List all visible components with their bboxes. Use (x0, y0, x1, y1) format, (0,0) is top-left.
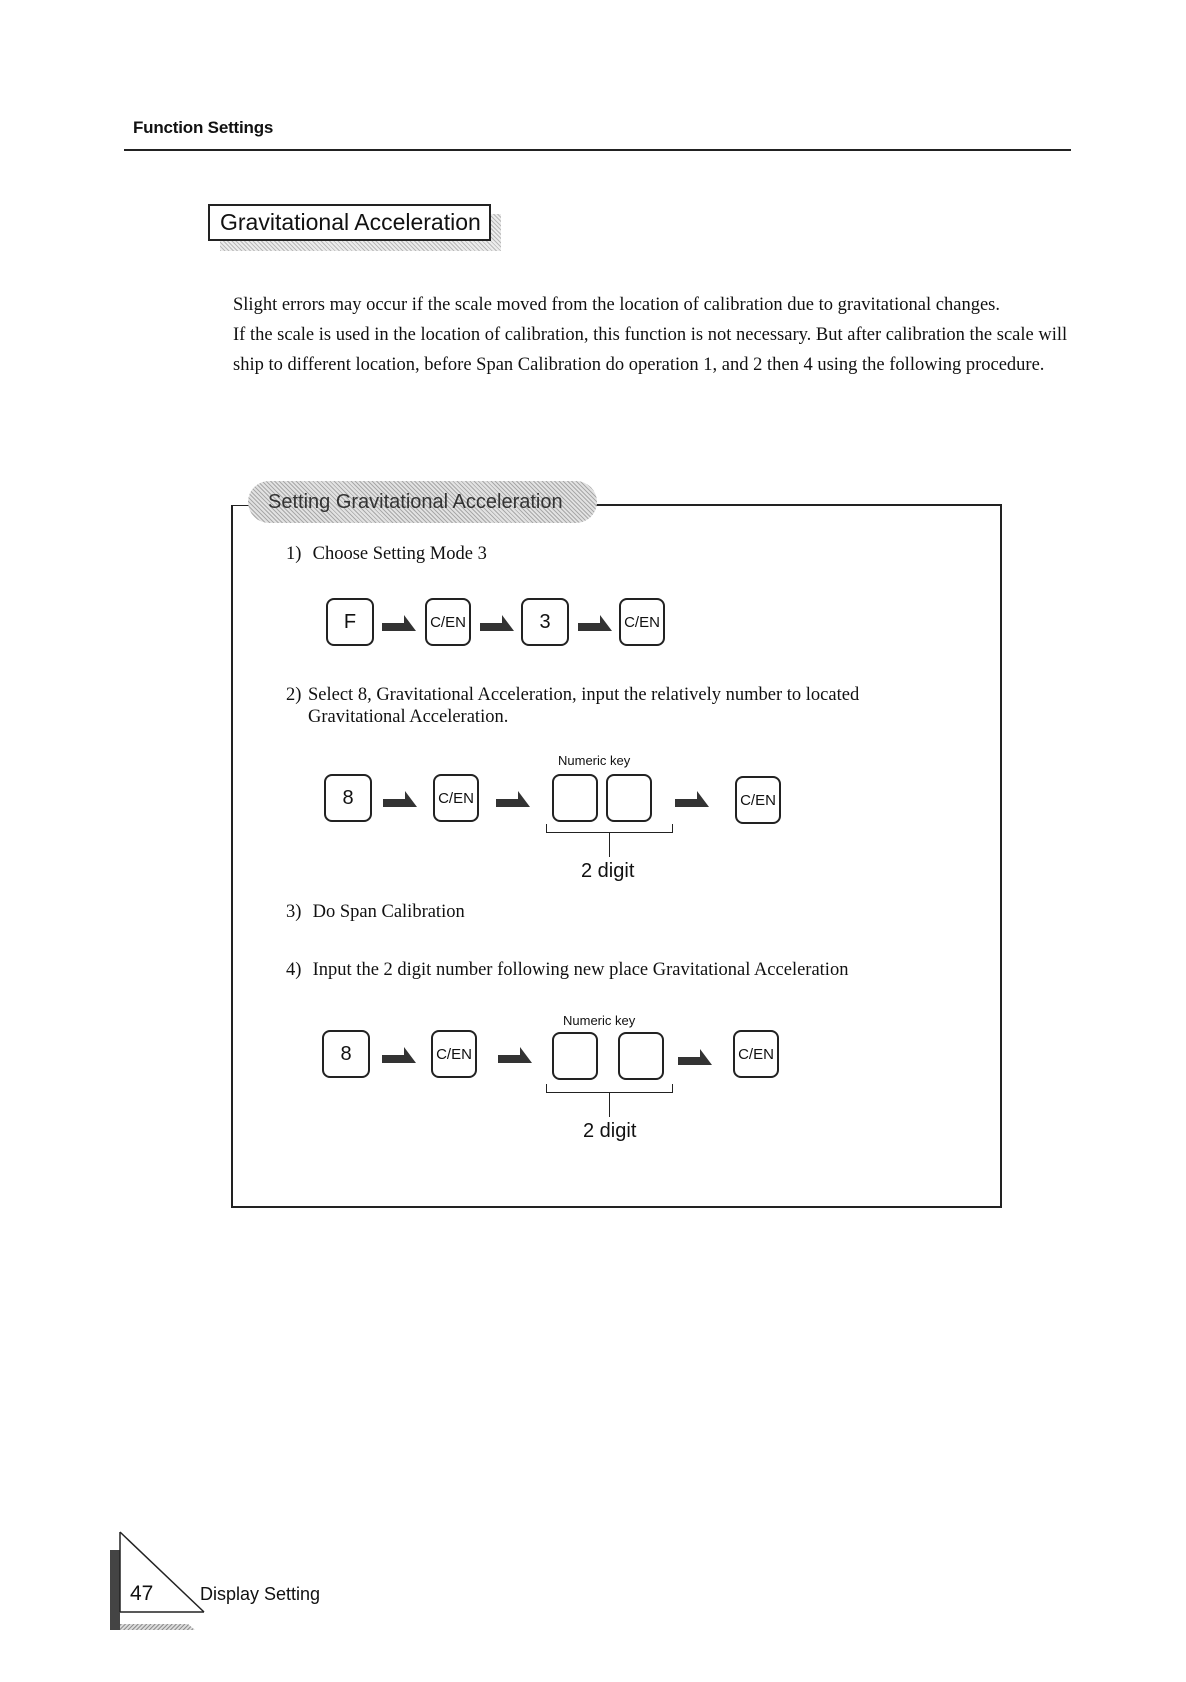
section-heading (208, 204, 491, 241)
step-4 (286, 960, 848, 981)
arrow-right-icon (498, 1044, 532, 1064)
header-divider (124, 149, 1071, 151)
numeric-key-blank (552, 1032, 598, 1080)
step-3-text: Do Span Calibration (312, 902, 465, 922)
numeric-key-label: Numeric key (563, 1013, 636, 1028)
step-2 (286, 684, 859, 728)
step-4-text: Input the 2 digit number following new place Gravitational Acceleration (312, 960, 849, 980)
arrow-right-icon (382, 1044, 416, 1064)
procedure-tab (248, 481, 597, 523)
numeric-key-blank (552, 774, 598, 822)
key-3: 3 (521, 598, 569, 646)
digit-bracket-stem (609, 833, 610, 857)
page-corner-decoration (110, 1520, 220, 1630)
step-1-text: Choose Setting Mode 3 (312, 544, 487, 564)
intro-text (233, 290, 1073, 380)
step-2-number: 2) (286, 685, 302, 705)
key-f: F (326, 598, 374, 646)
step-2-text-cont: Gravitational Acceleration. (308, 707, 509, 727)
arrow-right-icon (480, 612, 514, 632)
key-c-en: C/EN (619, 598, 665, 646)
arrow-right-icon (675, 788, 709, 808)
step-3 (286, 902, 465, 923)
key-c-en: C/EN (733, 1030, 779, 1078)
arrow-right-icon (383, 788, 417, 808)
digit-label: 2 digit (581, 860, 635, 882)
page-number: 47 (130, 1582, 154, 1605)
procedure-tab-label: Setting Gravitational Acceleration (268, 490, 563, 513)
numeric-key-blank (606, 774, 652, 822)
running-header: Function Settings (133, 118, 274, 137)
key-c-en: C/EN (433, 774, 479, 822)
digit-bracket (546, 824, 673, 833)
key-8: 8 (324, 774, 372, 822)
step-3-number: 3) (286, 902, 302, 922)
key-c-en: C/EN (431, 1030, 477, 1078)
intro-paragraph-2: If the scale is used in the location of calibration, this function is not necessary. But after calibration the scale will ship to different location, before Span Calibration do operation 1, and 2 then 4 using the following procedure. (233, 325, 1068, 375)
arrow-right-icon (496, 788, 530, 808)
section-title: Gravitational Acceleration (208, 204, 491, 241)
digit-label: 2 digit (583, 1120, 637, 1142)
digit-bracket (546, 1084, 673, 1093)
step-1 (286, 544, 487, 565)
key-8: 8 (322, 1030, 370, 1078)
arrow-right-icon (578, 612, 612, 632)
numeric-key-blank (618, 1032, 664, 1080)
step-2-text: Select 8, Gravitational Acceleration, input the relatively number to located (308, 685, 860, 705)
step-4-number: 4) (286, 960, 302, 980)
digit-bracket-stem (609, 1093, 610, 1117)
key-c-en: C/EN (735, 776, 781, 824)
numeric-key-label: Numeric key (558, 753, 631, 768)
arrow-right-icon (382, 612, 416, 632)
footer-title: Display Setting (200, 1584, 321, 1604)
arrow-right-icon (678, 1046, 712, 1066)
step-1-number: 1) (286, 544, 302, 564)
key-c-en: C/EN (425, 598, 471, 646)
intro-paragraph-1: Slight errors may occur if the scale moved from the location of calibration due to gravitational changes. (233, 295, 1000, 315)
